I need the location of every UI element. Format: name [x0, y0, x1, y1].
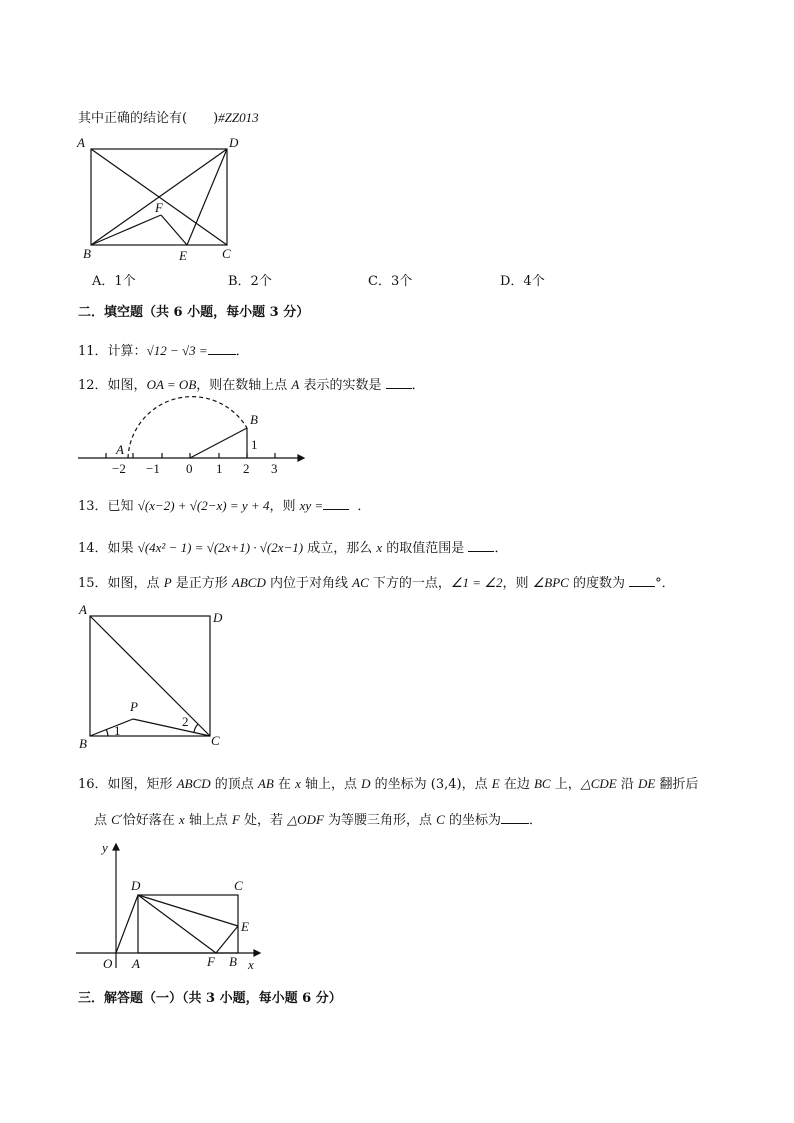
q16-line2-f: 的坐标为: [444, 813, 501, 828]
q16-line2-e: 为等腰三角形，点: [323, 813, 437, 828]
q14-text-c: 的取值范围是: [382, 541, 465, 556]
q13-answer-blank[interactable]: [323, 499, 349, 510]
q15-answer-blank[interactable]: [629, 576, 655, 587]
q10-label-c: C: [222, 246, 231, 261]
q16-line-df: [138, 895, 216, 953]
q15: [78, 572, 675, 591]
q11-end: ．: [235, 344, 249, 359]
q15-angle-2-arc: [194, 724, 198, 732]
q16-label-x: x: [248, 957, 254, 972]
q16-text-g: 在边: [499, 777, 534, 792]
q15-text-a: 如图，点: [107, 576, 164, 591]
q16-text-j: 翻折后: [655, 777, 699, 792]
q15-label-c: C: [211, 733, 220, 748]
q16-line1: [78, 773, 698, 792]
section2-title: 二．填空题（共 6 小题，每小题 3 分）: [78, 305, 310, 320]
q15-angle-1-arc: [106, 729, 108, 736]
q12-expr: OA = OB: [146, 377, 197, 392]
q10-option-a[interactable]: A．1个: [92, 274, 136, 289]
q13: [78, 495, 370, 514]
q10-option-c[interactable]: C．3个: [368, 274, 413, 289]
q16-var-ab: AB: [257, 776, 274, 791]
q16-text-c: 在: [273, 777, 296, 792]
q15-label-p: P: [130, 699, 138, 714]
q16-tri2: △ODF: [287, 812, 324, 827]
q14-end: ．: [494, 541, 508, 556]
q16-answer-blank[interactable]: [501, 813, 529, 824]
q15-var-p: P: [163, 575, 172, 590]
q10-label-a: A: [77, 135, 85, 150]
q16-var-d: D: [361, 776, 371, 791]
q12-number-line-figure: [76, 398, 306, 478]
q15-diagonal-ac: [90, 616, 210, 736]
q15-cond: ∠1 = ∠2: [450, 575, 503, 590]
q11-answer-blank[interactable]: [208, 344, 236, 355]
q12: [78, 374, 425, 393]
q10-stem: [78, 107, 259, 126]
section3-title: 三．解答题（一）（共 3 小题，每小题 6 分）: [78, 991, 342, 1006]
q16-var-x: x: [295, 776, 301, 791]
q12-label-one: 1: [251, 437, 258, 452]
q15-text-e: ，则: [502, 576, 533, 591]
q16-line2: [94, 809, 542, 828]
q15-end: °．: [655, 576, 675, 591]
q13-text-a: 已知: [107, 499, 138, 514]
q15-text-f: 的度数为: [568, 576, 625, 591]
q12-tick-label: 2: [243, 461, 250, 476]
q16-text-i: 沿: [616, 777, 638, 792]
q16-label-y: y: [102, 840, 108, 855]
q11-num: 11．: [78, 344, 108, 359]
q15-label-d: D: [213, 610, 223, 625]
q13-end: ．: [357, 499, 371, 514]
q16-label-a: A: [132, 956, 140, 971]
q16-line2-a: 点: [94, 813, 112, 828]
q16-line2-c: 轴上点: [184, 813, 232, 828]
q16-var-c2: C: [436, 812, 445, 827]
q12-axis-arrow: [298, 455, 304, 461]
q12-text-a: 如图，: [107, 378, 147, 393]
q12-tick-label: 1: [216, 461, 223, 476]
q16-text-b: 的顶点: [210, 777, 258, 792]
q15-angle: ∠BPC: [532, 575, 569, 590]
q10-code: #ZZ013: [218, 110, 259, 125]
q14-var: x: [376, 540, 383, 555]
q12-arc: [128, 397, 247, 458]
q16-line-de: [138, 895, 238, 926]
q12-end: ．: [411, 378, 425, 393]
q16-text-d: 轴上，点: [300, 777, 362, 792]
q16-text-e: 的坐标为: [370, 777, 431, 792]
q16-label-d: D: [131, 878, 141, 893]
q16-line2-d: 处，若: [239, 813, 288, 828]
q11-expr: √12 − √3 =: [146, 343, 208, 358]
q16-line-fe: [216, 926, 238, 953]
q12-var: A: [291, 377, 300, 392]
q15-label-angle1: 1: [114, 723, 121, 738]
q16-y-arrow: [113, 844, 119, 850]
q12-num: 12．: [78, 378, 108, 393]
q16-var-f: F: [231, 812, 240, 827]
q16-label-f: F: [207, 954, 215, 969]
q10-label-d: D: [229, 135, 239, 150]
q16-var-de: DE: [637, 776, 656, 791]
q16-num: 16．: [78, 777, 108, 792]
q12-label-a: A: [116, 442, 124, 457]
q15-text-d: 下方的一点，: [368, 576, 451, 591]
q16-end: ．: [528, 813, 542, 828]
q16-var-rect: ABCD: [176, 776, 211, 791]
q14-text-a: 如果: [107, 541, 138, 556]
q16-line2-b: ′恰好落在: [119, 813, 179, 828]
q13-num: 13．: [78, 499, 108, 514]
q16-x-arrow: [254, 950, 260, 956]
q15-label-angle2: 2: [182, 714, 189, 729]
q13-expr: √(x−2) + √(2−x) = y + 4: [137, 498, 270, 513]
q12-tick-label: −2: [112, 461, 126, 476]
q12-label-b: B: [250, 412, 258, 427]
q14-expr: √(4x² − 1) = √(2x+1) · √(2x−1): [137, 540, 304, 555]
q10-label-b: B: [83, 246, 91, 261]
q12-text-b: ，则在数轴上点: [196, 378, 292, 393]
q10-line-bf: [91, 215, 161, 245]
q16-figure: [76, 838, 276, 973]
q11: [78, 340, 249, 359]
q16-var-e: E: [491, 776, 500, 791]
q15-label-b: B: [79, 736, 87, 751]
q13-expr2: xy =: [299, 498, 324, 513]
q15-line-pc: [133, 719, 210, 736]
q16-var-bc: BC: [533, 776, 551, 791]
q10-label-f: F: [155, 200, 163, 215]
q14-answer-blank[interactable]: [468, 541, 494, 552]
q13-text-b: ，则: [269, 499, 300, 514]
q15-num: 15．: [78, 576, 108, 591]
q10-figure: [75, 137, 245, 262]
q12-tick-label: 3: [271, 461, 278, 476]
q15-label-a: A: [79, 602, 87, 617]
q14-num: 14．: [78, 541, 108, 556]
q15-var-sq: ABCD: [231, 575, 266, 590]
q10-line-fe: [161, 215, 187, 245]
q10-stem-text: 其中正确的结论有( ): [78, 111, 219, 126]
q10-option-d[interactable]: D．4个: [500, 274, 545, 289]
q11-text: 计算：: [107, 344, 147, 359]
q16-label-b: B: [229, 954, 237, 969]
q16-text-f: ，点: [461, 777, 492, 792]
q14-text-b: 成立，那么: [303, 541, 377, 556]
q10-label-e: E: [179, 248, 187, 263]
q12-tick-label: 0: [186, 461, 193, 476]
q15-figure: [76, 604, 236, 754]
q15-text-c: 内位于对角线: [265, 576, 353, 591]
q16-line-od: [116, 895, 138, 953]
q15-text-b: 是正方形: [171, 576, 232, 591]
q16-tri: △CDE: [580, 776, 617, 791]
q15-var-ac: AC: [352, 575, 369, 590]
q12-tick-label: −1: [146, 461, 160, 476]
q16-text-h: 上，: [550, 777, 581, 792]
q14: [78, 537, 507, 556]
q16-label-o: O: [103, 956, 113, 971]
q12-answer-blank[interactable]: [386, 378, 412, 389]
q16-coord: (3,4): [430, 777, 462, 792]
q15-line-bp: [90, 719, 133, 736]
q16-var-x2: x: [178, 812, 185, 827]
q16-var-c1: C: [111, 812, 120, 827]
q16-label-e: E: [241, 919, 249, 934]
q12-text-c: 表示的实数是: [299, 378, 382, 393]
q16-label-c: C: [234, 878, 243, 893]
q10-option-b[interactable]: B．2个: [228, 274, 272, 289]
q16-text-a: 如图，矩形: [107, 777, 177, 792]
